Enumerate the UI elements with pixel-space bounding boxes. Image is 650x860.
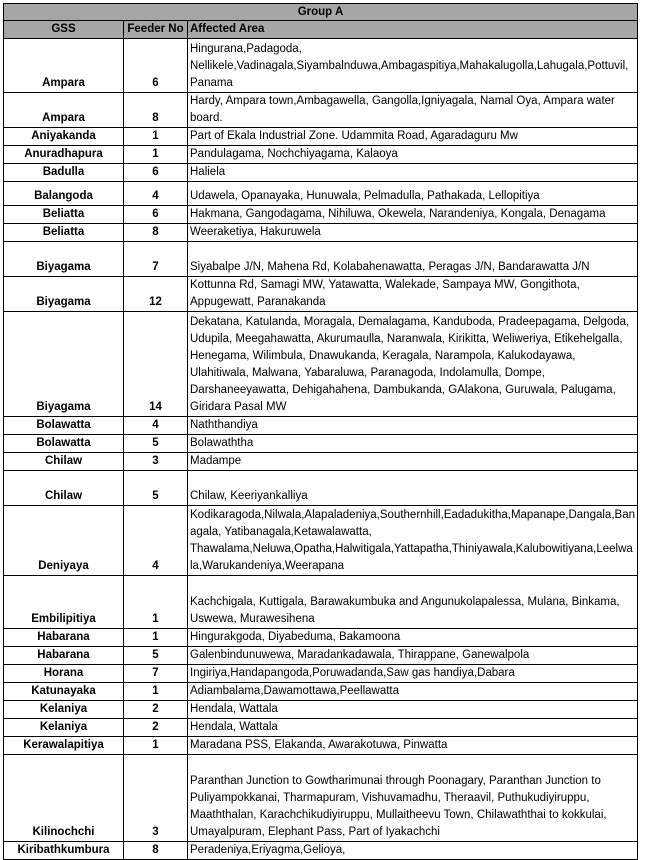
group-title: Group A: [4, 4, 638, 21]
gss-cell: Chilaw: [4, 471, 124, 506]
affected-area-cell: Peradeniya,Eriyagma,Gelioya,: [188, 842, 638, 860]
feeder-no-cell: 12: [124, 277, 188, 312]
feeder-no-cell: 3: [124, 755, 188, 842]
gss-cell: Kelaniya: [4, 701, 124, 719]
affected-area-cell: Madampe: [188, 453, 638, 471]
table-row: [4, 146, 638, 164]
table-row: [4, 629, 638, 647]
gss-cell: Ampara: [4, 93, 124, 128]
feeder-no-cell: 4: [124, 182, 188, 206]
gss-cell: Deniyaya: [4, 506, 124, 576]
table-row: [4, 312, 638, 417]
feeder-no-cell: 6: [124, 164, 188, 182]
table-row: [4, 206, 638, 224]
gss-cell: Embilipitiya: [4, 576, 124, 629]
affected-area-cell: Paranthan Junction to Gowtharimunai through Poonagary, Paranthan Junction to Puliyampokkanai, Tharmapuram, Vishuvamadhu, Theraavil, Puthukudiyiruppu, Maaththalan, Karachchikudiyiruppu, Mullaitheevu Town, Chilawaththai to kokkulai, Umayalpuram, Elephant Pass, Part of Iyakachchi: [188, 755, 638, 842]
feeder-no-cell: 8: [124, 224, 188, 242]
header-affected-area: Affected Area: [188, 21, 638, 39]
outage-table: [3, 3, 638, 860]
table-row: [4, 182, 638, 206]
table-row: [4, 128, 638, 146]
gss-cell: Aniyakanda: [4, 128, 124, 146]
affected-area-cell: Kachchigala, Kuttigala, Barawakumbuka and Angunukolapalessa, Mulana, Binkama, Uswewa, Murawesihena: [188, 576, 638, 629]
gss-cell: Kiribathkumbura: [4, 842, 124, 860]
feeder-no-cell: 6: [124, 39, 188, 93]
table-row: [4, 576, 638, 629]
table-row: [4, 417, 638, 435]
feeder-no-cell: 4: [124, 417, 188, 435]
table-row: [4, 224, 638, 242]
gss-cell: Beliatta: [4, 206, 124, 224]
affected-area-cell: Hendala, Wattala: [188, 701, 638, 719]
table-row: [4, 93, 638, 128]
feeder-no-cell: 8: [124, 842, 188, 860]
affected-area-cell: Naththandiya: [188, 417, 638, 435]
affected-area-cell: Hakmana, Gangodagama, Nihiluwa, Okewela, Narandeniya, Kongala, Denagama: [188, 206, 638, 224]
gss-cell: Habarana: [4, 647, 124, 665]
feeder-no-cell: 2: [124, 719, 188, 737]
affected-area-cell: Adiambalama,Dawamottawa,Peellawatta: [188, 683, 638, 701]
header-gss: GSS: [4, 21, 124, 39]
affected-area-cell: Haliela: [188, 164, 638, 182]
feeder-no-cell: 4: [124, 506, 188, 576]
gss-cell: Ampara: [4, 39, 124, 93]
gss-cell: Katunayaka: [4, 683, 124, 701]
gss-cell: Balangoda: [4, 182, 124, 206]
gss-cell: Kerawalapitiya: [4, 737, 124, 755]
gss-cell: Beliatta: [4, 224, 124, 242]
gss-cell: Anuradhapura: [4, 146, 124, 164]
affected-area-cell: Galenbindunuwewa, Maradankadawala, Thirappane, Ganewalpola: [188, 647, 638, 665]
table-row: [4, 755, 638, 842]
feeder-no-cell: 1: [124, 146, 188, 164]
feeder-no-cell: 14: [124, 312, 188, 417]
affected-area-cell: Weeraketiya, Hakuruwela: [188, 224, 638, 242]
gss-cell: Kilinochchi: [4, 755, 124, 842]
affected-area-cell: Bolawaththa: [188, 435, 638, 453]
table-row: [4, 471, 638, 506]
gss-cell: Biyagama: [4, 277, 124, 312]
table-row: [4, 277, 638, 312]
affected-area-cell: Maradana PSS, Elakanda, Awarakotuwa, Pinwatta: [188, 737, 638, 755]
feeder-no-cell: 5: [124, 435, 188, 453]
affected-area-cell: Siyabalpe J/N, Mahena Rd, Kolabahenawatta, Peragas J/N, Bandarawatta J/N: [188, 242, 638, 277]
table-row: [4, 647, 638, 665]
table-row: [4, 683, 638, 701]
gss-cell: Horana: [4, 665, 124, 683]
gss-cell: Bolawatta: [4, 435, 124, 453]
affected-area-cell: Ingiriya,Handapangoda,Poruwadanda,Saw gas handiya,Dabara: [188, 665, 638, 683]
affected-area-cell: Hingurakgoda, Diyabeduma, Bakamoona: [188, 629, 638, 647]
affected-area-cell: Udawela, Opanayaka, Hunuwala, Pelmadulla, Pathakada, Lellopitiya: [188, 182, 638, 206]
feeder-no-cell: 3: [124, 453, 188, 471]
gss-cell: Bolawatta: [4, 417, 124, 435]
gss-cell: Biyagama: [4, 242, 124, 277]
feeder-no-cell: 2: [124, 701, 188, 719]
affected-area-cell: Pandulagama, Nochchiyagama, Kalaoya: [188, 146, 638, 164]
table-row: [4, 453, 638, 471]
header-feeder-no: Feeder No: [124, 21, 188, 39]
gss-cell: Chilaw: [4, 453, 124, 471]
table-row: [4, 665, 638, 683]
affected-area-cell: Part of Ekala Industrial Zone. Udammita Road, Agaradaguru Mw: [188, 128, 638, 146]
feeder-no-cell: 1: [124, 737, 188, 755]
table-row: [4, 842, 638, 860]
feeder-no-cell: 1: [124, 683, 188, 701]
header-row: [4, 21, 638, 39]
affected-area-cell: Hingurana,Padagoda, Nellikele,Vadinagala,Siyambalnduwa,Ambagaspitiya,Mahakalugolla,Lahugala,Pottuvil,Panama: [188, 39, 638, 93]
affected-area-cell: Kodikaragoda,Nilwala,Alapaladeniya,Southernhill,Eadadukitha,Mapanape,Dangala,Banagala, Yatibanagala,Ketawalawatta, Thawalama,Neluwa,Opatha,Halwitigala,Yattapatha,Thiniyawala,Kalubowitiyana,Leelwala,Warukandeniya,Weerapana: [188, 506, 638, 576]
affected-area-cell: Dekatana, Katulanda, Moragala, Demalagama, Kanduboda, Pradeepagama, Delgoda, Udupila, Meegahawatta, Akurumaulla, Naranwala, Kirikitta, Weliweriya, Etikehelgalla, Henegama, Wilimbula, Dnawukanda, Keragala, Narampola, Kalukodayawa, Ulahitiwala, Malwana, Yabaraluwa, Paranagoda, Indolamulla, Dompe, Darshaneeyawatta, Dehigahahena, Dambukanda, GAlakona, Guruwala, Palugama, Giridara Pasal MW: [188, 312, 638, 417]
feeder-no-cell: 1: [124, 576, 188, 629]
feeder-no-cell: 8: [124, 93, 188, 128]
feeder-no-cell: 7: [124, 665, 188, 683]
affected-area-cell: Hendala, Wattala: [188, 719, 638, 737]
affected-area-cell: Chilaw, Keeriyankalliya: [188, 471, 638, 506]
gss-cell: Habarana: [4, 629, 124, 647]
table-row: [4, 701, 638, 719]
affected-area-cell: Kottunna Rd, Samagi MW, Yatawatta, Walekade, Sampaya MW, Gongithota, Appugewatt, Paranakanda: [188, 277, 638, 312]
feeder-no-cell: 6: [124, 206, 188, 224]
group-title-row: [4, 4, 638, 21]
feeder-no-cell: 1: [124, 128, 188, 146]
table-row: [4, 506, 638, 576]
gss-cell: Biyagama: [4, 312, 124, 417]
table-row: [4, 242, 638, 277]
affected-area-cell: Hardy, Ampara town,Ambagawella, Gangolla,Igniyagala, Namal Oya, Ampara water board.: [188, 93, 638, 128]
gss-cell: Kelaniya: [4, 719, 124, 737]
feeder-no-cell: 1: [124, 629, 188, 647]
table-row: [4, 435, 638, 453]
table-row: [4, 719, 638, 737]
feeder-no-cell: 5: [124, 647, 188, 665]
feeder-no-cell: 5: [124, 471, 188, 506]
gss-cell: Badulla: [4, 164, 124, 182]
feeder-no-cell: 7: [124, 242, 188, 277]
table-row: [4, 39, 638, 93]
table-row: [4, 164, 638, 182]
table-row: [4, 737, 638, 755]
